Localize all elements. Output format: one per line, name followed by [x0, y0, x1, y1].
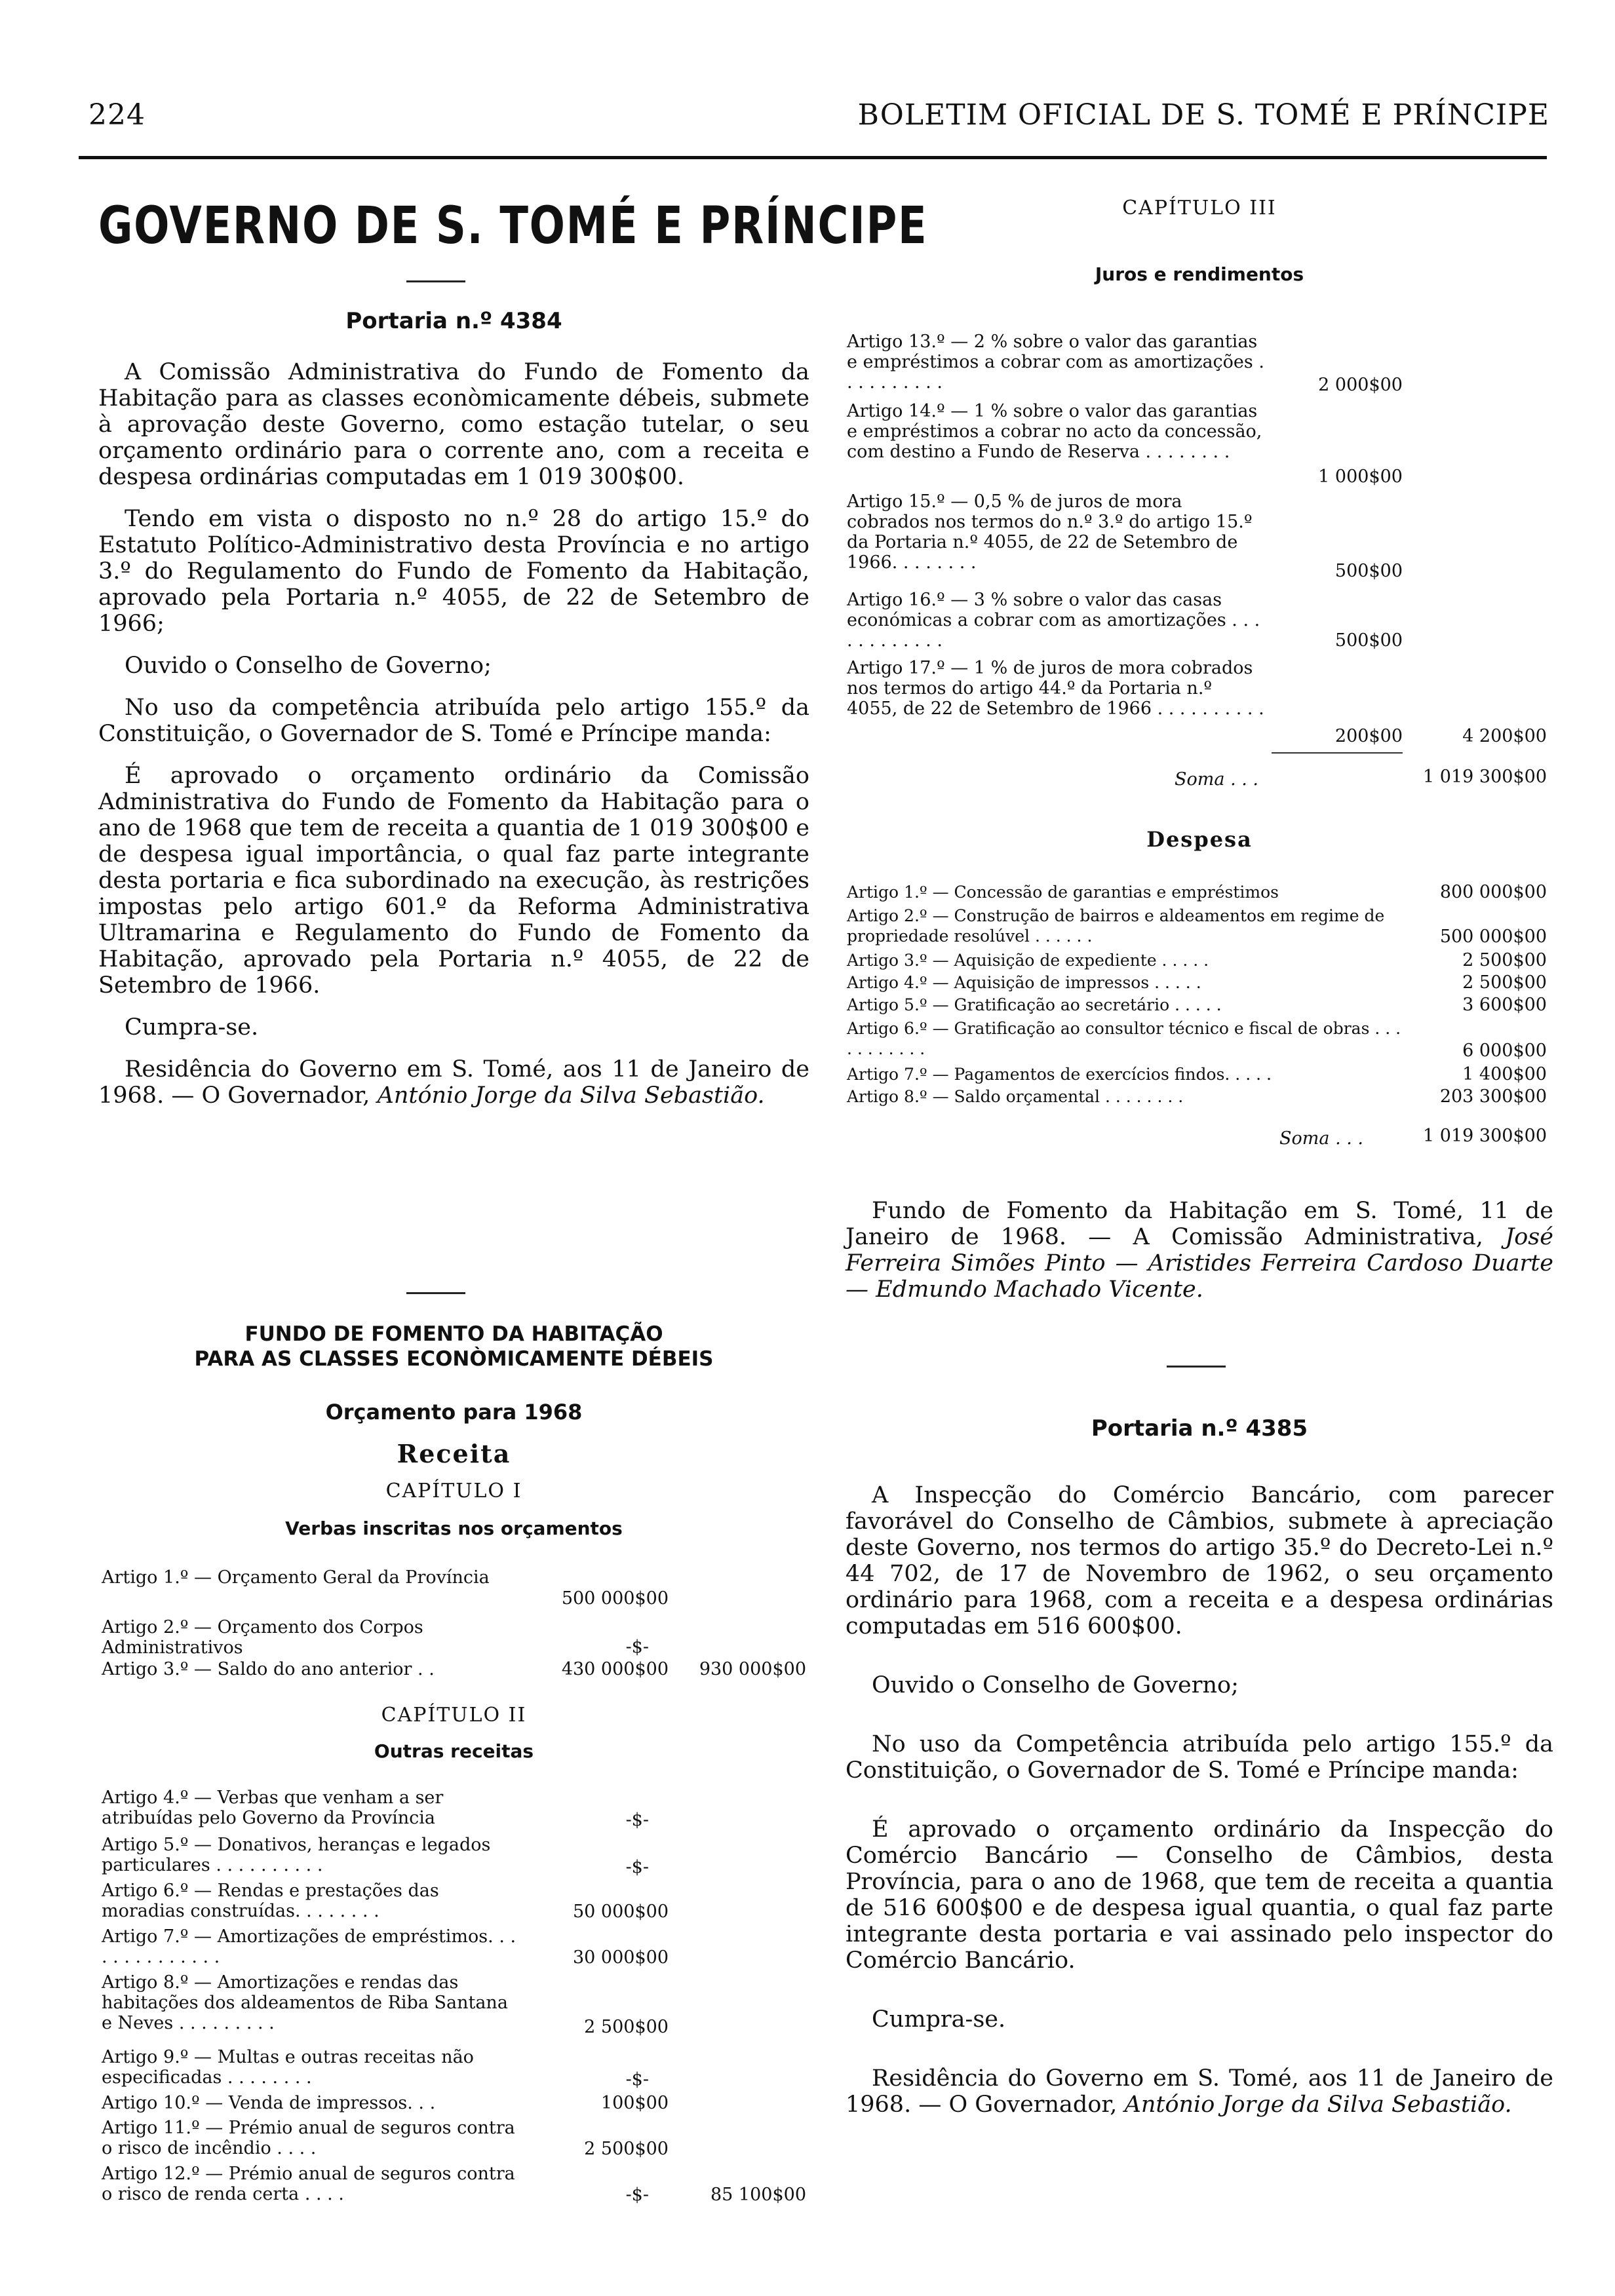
budget-line: Artigo 4.º — Aquisição de impressos . . . . . [847, 973, 1201, 992]
closing-paragraph [846, 1198, 1553, 1303]
budget-total: 930 000$00 [699, 1659, 806, 1679]
budget-line: Artigo 4.º — Verbas que venham a ser atribuídas pelo Governo da Província [102, 1788, 444, 1828]
budget-amount: 2 500$00 [1462, 950, 1547, 970]
signature-prefix: Residência do Governo em S. Tomé, aos 11 de Janeiro de 1968. — O Governador, [98, 1056, 809, 1109]
paragraph: É aprovado o orçamento ordinário da Comissão Administrativa do Fundo de Fomento da Habitação para o ano de 1968 que tem de receita a quantia de 1 019 300$00 e de despesa igual importância, o qual faz parte integrante desta portaria e fica subordinado na execução, às restrições impostas pelo artigo 601.º da Reforma Administrativa Ultramarina e Regulamento do Fundo de Fomento da Habitação, aprovado pela Portaria n.º 4055, de 22 de Setembro de 1966. [98, 763, 809, 999]
closing-prefix: Fundo de Fomento da Habitação em S. Tomé, 11 de Janeiro de 1968. — A Comissão Administrativa, [846, 1198, 1553, 1250]
budget-amount: 500$00 [1334, 561, 1403, 581]
signature-name: António Jorge da Silva Sebastião. [377, 1082, 765, 1109]
paragraph: Ouvido o Conselho de Governo; [872, 1672, 1239, 1698]
divider [406, 280, 465, 282]
paragraph: É aprovado o orçamento ordinário da Inspecção do Comércio Bancário — Conselho de Câmbios, desta Província, para o ano de 1968, que tem de receita a quantia de 516 600$00 e de despesa igual quantia, o qual faz parte integrante desta portaria e vai assinado pelo inspector do Comércio Bancário. [846, 1816, 1553, 1974]
budget-amount: 500$00 [1334, 630, 1403, 651]
budget-amount: 2 000$00 [1318, 375, 1403, 395]
budget-amount: 3 600$00 [1462, 995, 1547, 1015]
paragraph: No uso da competência atribuída pelo artigo 155.º da Constituição, o Governador de S. Tomé e Príncipe manda: [98, 695, 809, 747]
budget-total: 4 200$00 [1462, 726, 1547, 746]
cap3-title: Juros e rendimentos [1095, 263, 1304, 285]
sum-rule [1272, 752, 1403, 754]
receita-heading: Receita [397, 1439, 511, 1468]
closing-names: José Ferreira Simões Pinto — Aristides Ferreira Cardoso Duarte — Edmundo Machado Vicente. [846, 1224, 1553, 1303]
paragraph: A Comissão Administrativa do Fundo de Fomento da Habitação para as classes econòmicamente débeis, submete à aprovação deste Governo, como estação tutelar, o seu orçamento ordinário para o corrente ano, com a receita e despesa ordinárias computadas em 1 019 300$00. [98, 359, 809, 490]
portaria-4385-title: Portaria n.º 4385 [1091, 1415, 1308, 1442]
budget-line: Artigo 16.º — 3 % sobre o valor das casas económicas a cobrar com as amortizações . . . . . . . . . . . . [847, 590, 1260, 651]
paragraph: A Inspecção do Comércio Bancário, com parecer favorável do Conselho de Câmbios, submete à apreciação deste Governo, nos termos do artigo 35.º do Decreto-Lei n.º 44 702, de 17 de Novembro de 1962, o seu orçamento ordinário para 1968, com a receita e a despesa ordinárias computadas em 516 600$00. [846, 1482, 1553, 1639]
budget-amount: 6 000$00 [1462, 1041, 1547, 1061]
budget-amount: -$- [625, 1810, 649, 1830]
budget-amount: -$- [625, 2069, 649, 2090]
paragraph: Cumpra-se. [872, 2006, 1006, 2033]
budget-line: Artigo 15.º — 0,5 % de juros de mora cobrados nos termos do n.º 3.º do artigo 15.º da Portaria n.º 4055, de 22 de Setembro de 1966. . . . . . . . [847, 491, 1253, 573]
budget-line: Artigo 14.º — 1 % sobre o valor das garantias e empréstimos a cobrar no acto da concessão, com destino a Fundo de Reserva . . . . . . . . [847, 401, 1262, 462]
paragraph: Ouvido o Conselho de Governo; [125, 653, 492, 679]
budget-amount: 500 000$00 [1439, 927, 1547, 947]
budget-amount: 500 000$00 [561, 1588, 669, 1609]
divider [1167, 1366, 1226, 1368]
despesa-heading: Despesa [1146, 827, 1253, 852]
cap1-title: Verbas inscritas nos orçamentos [285, 1518, 623, 1539]
budget-line: Artigo 7.º — Amortizações de empréstimos. . . . . . . . . . . . . . [102, 1926, 516, 1967]
budget-line: Artigo 5.º — Donativos, heranças e legados particulares . . . . . . . . . . [102, 1835, 491, 1875]
budget-amount: -$- [625, 2185, 649, 2205]
soma-value: 1 019 300$00 [1423, 767, 1547, 787]
budget-amount: 1 000$00 [1318, 467, 1403, 487]
budget-line: Artigo 1.º — Orçamento Geral da Província [102, 1567, 490, 1588]
budget-title: Orçamento para 1968 [325, 1400, 583, 1425]
portaria-4384-title: Portaria n.º 4384 [345, 308, 562, 334]
cap2-title: Outras receitas [374, 1740, 534, 1762]
signature-name: António Jorge da Silva Sebastião. [1124, 2092, 1512, 2118]
publication-title: BOLETIM OFICIAL DE S. TOMÉ E PRÍNCIPE [857, 98, 1549, 132]
page-number: 224 [88, 98, 146, 132]
budget-amount: 1 400$00 [1462, 1064, 1547, 1084]
fund-title-2: PARA AS CLASSES ECONÒMICAMENTE DÉBEIS [194, 1347, 714, 1371]
budget-line: Artigo 11.º — Prémio anual de seguros contra o risco de incêndio . . . . [102, 2118, 515, 2158]
divider [406, 1292, 465, 1294]
budget-amount: 100$00 [600, 2093, 669, 2113]
government-title: GOVERNO DE S. TOMÉ E PRÍNCIPE [98, 197, 928, 256]
budget-amount: 203 300$00 [1439, 1086, 1547, 1107]
paragraph: Cumpra-se. [125, 1014, 259, 1041]
soma-value: 1 019 300$00 [1423, 1126, 1547, 1146]
budget-line: Artigo 3.º — Saldo do ano anterior . . [102, 1659, 435, 1679]
budget-line: Artigo 1.º — Concessão de garantias e empréstimos [847, 883, 1279, 902]
budget-amount: 2 500$00 [584, 2017, 669, 2037]
budget-amount: 430 000$00 [561, 1659, 669, 1679]
soma-label: Soma . . . [1175, 769, 1258, 790]
cap1-label: CAPÍTULO I [385, 1480, 522, 1502]
budget-line: Artigo 5.º — Gratificação ao secretário . . . . . [847, 995, 1222, 1014]
budget-amount: -$- [625, 1857, 649, 1877]
budget-amount: 50 000$00 [572, 1902, 669, 1922]
budget-amount: 30 000$00 [572, 1947, 669, 1968]
budget-line: Artigo 2.º — Orçamento dos Corpos Administrativos [102, 1617, 423, 1658]
signature [846, 2065, 1553, 2118]
fund-title-1: FUNDO DE FOMENTO DA HABITAÇÃO [244, 1322, 663, 1346]
soma-label: Soma . . . [1279, 1128, 1363, 1149]
budget-line: Artigo 6.º — Rendas e prestações das moradias construídas. . . . . . . . [102, 1881, 439, 1921]
budget-line: Artigo 8.º — Saldo orçamental . . . . . . . . [847, 1087, 1184, 1106]
budget-amount: 2 500$00 [584, 2139, 669, 2159]
budget-line: Artigo 6.º — Gratificação ao consultor técnico e fiscal de obras . . . . . . . . . . . [847, 1019, 1401, 1058]
budget-total: 85 100$00 [710, 2185, 806, 2205]
cap2-label: CAPÍTULO II [381, 1704, 527, 1727]
header-rule [79, 156, 1547, 159]
paragraph: No uso da Competência atribuída pelo artigo 155.º da Constituição, o Governador de S. Tomé e Príncipe manda: [846, 1731, 1553, 1784]
budget-line: Artigo 17.º — 1 % de juros de mora cobrados nos termos do artigo 44.º da Portaria n.º 4055, de 22 de Setembro de 1966 . . . . . . . . . . [847, 658, 1264, 719]
budget-amount: 800 000$00 [1439, 882, 1547, 902]
fund-closing [846, 1198, 1553, 1318]
budget-line: Artigo 7.º — Pagamentos de exercícios findos. . . . . [847, 1065, 1272, 1084]
budget-line: Artigo 13.º — 2 % sobre o valor das garantias e empréstimos a cobrar com as amortizações . . . . . . . . . . [847, 332, 1264, 392]
signature-prefix: Residência do Governo em S. Tomé, aos 11 de Janeiro de 1968. — O Governador, [846, 2065, 1553, 2118]
budget-line: Artigo 2.º — Construção de bairros e aldeamentos em regime de propriedade resolúvel . . . . . . [847, 906, 1385, 946]
budget-amount: 200$00 [1334, 726, 1403, 746]
budget-line: Artigo 3.º — Aquisição de expediente . . . . . [847, 951, 1209, 970]
budget-line: Artigo 9.º — Multas e outras receitas não especificadas . . . . . . . . [102, 2047, 474, 2088]
budget-amount: -$- [625, 1637, 649, 1657]
budget-amount: 2 500$00 [1462, 972, 1547, 993]
portaria-4385-body [846, 1482, 1553, 2133]
cap3-label: CAPÍTULO III [1122, 197, 1277, 220]
signature [98, 1056, 809, 1109]
paragraph: Tendo em vista o disposto no n.º 28 do artigo 15.º do Estatuto Político-Administrativo desta Província e no artigo 3.º do Regulamento do Fundo de Fomento da Habitação, aprovado pela Portaria n.º 4055, de 22 de Setembro de 1966; [98, 506, 809, 637]
budget-line: Artigo 10.º — Venda de impressos. . . [102, 2093, 436, 2113]
portaria-4384-body [98, 359, 809, 1124]
budget-line: Artigo 12.º — Prémio anual de seguros contra o risco de renda certa . . . . [102, 2164, 515, 2204]
budget-line: Artigo 8.º — Amortizações e rendas das habitações dos aldeamentos de Riba Santana e Neves . . . . . . . . . [102, 1972, 508, 2033]
